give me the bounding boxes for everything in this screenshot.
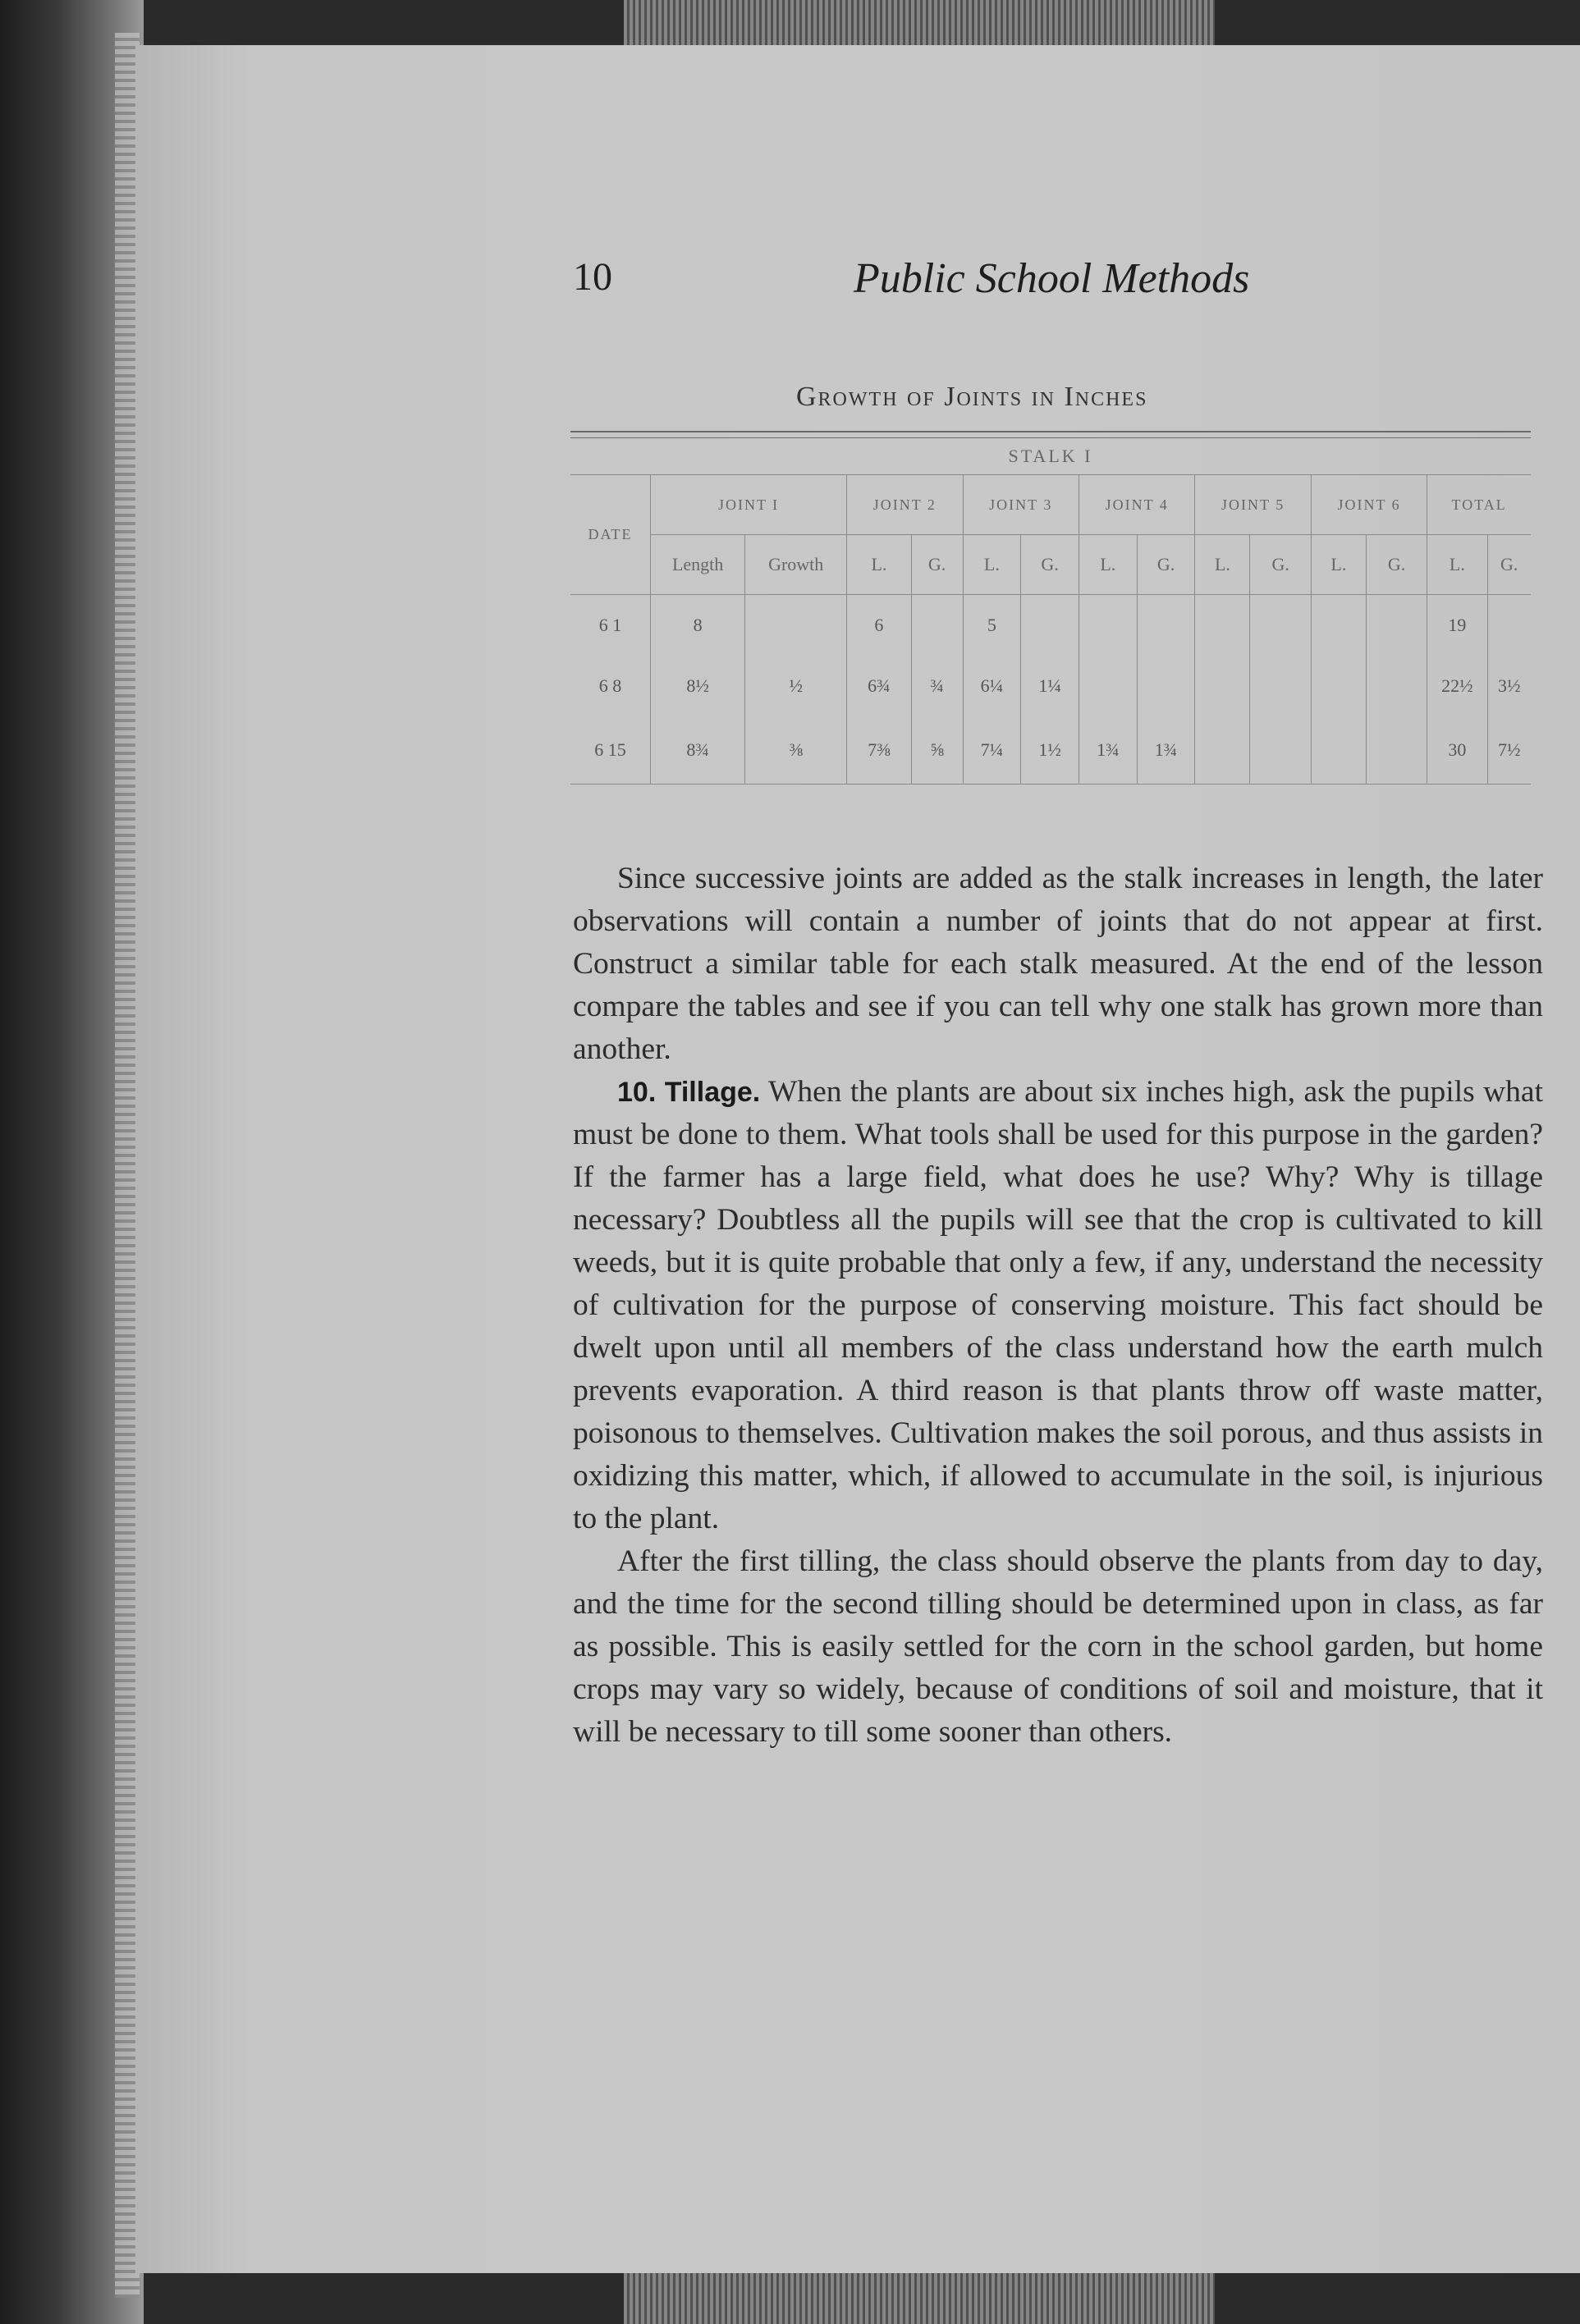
joint-header-row <box>570 475 1531 535</box>
table-cell: ½ <box>745 656 847 716</box>
table-cell <box>1366 656 1427 716</box>
table-cell: 7⅜ <box>847 716 912 785</box>
joint-header: JOINT 6 <box>1311 475 1427 535</box>
page-number: 10 <box>573 255 612 299</box>
table-cell: 8½ <box>651 656 745 716</box>
table-cell: 6¾ <box>847 656 912 716</box>
body-text <box>573 858 1543 1754</box>
date-cell: 6 1 <box>570 595 651 656</box>
table-cell <box>1137 656 1195 716</box>
sub-header: G. <box>1487 535 1531 595</box>
table-cell: 1¾ <box>1137 716 1195 785</box>
table-row <box>570 716 1531 785</box>
table-cell: ¾ <box>911 656 963 716</box>
table-cell <box>1079 595 1137 656</box>
table-cell <box>1195 595 1250 656</box>
joint-header: JOINT 5 <box>1195 475 1311 535</box>
joint-header: JOINT 3 <box>963 475 1079 535</box>
table-cell <box>1311 656 1366 716</box>
book-title: Public School Methods <box>854 255 1250 302</box>
sub-header: G. <box>1250 535 1311 595</box>
date-cell: 6 8 <box>598 675 622 696</box>
sub-header: L. <box>1427 535 1487 595</box>
table-cell: ⅜ <box>745 716 847 785</box>
paragraph-joints: Since successive joints are added as the stalk increases in length, the later observations will contain a number of joints that do not appear at first. Construct a similar table for each stalk measured. At the end of the lesson compare the tables and see if you can tell why one stalk has grown more than another. <box>573 862 1543 1066</box>
table-cell: 22½ <box>1427 656 1487 716</box>
table-row <box>570 656 1531 716</box>
section-heading: 10. Tillage. <box>617 1077 761 1108</box>
table-cell <box>1250 595 1311 656</box>
table-cell: 1¼ <box>1021 656 1079 716</box>
table-cell <box>1079 656 1137 716</box>
table-cell: 6 <box>847 595 912 656</box>
sub-header: Length <box>651 535 745 595</box>
joint-header: TOTAL <box>1427 475 1531 535</box>
table-cell <box>745 595 847 656</box>
sub-header: L. <box>847 535 912 595</box>
table-top-rule <box>570 432 1531 438</box>
table-cell <box>1366 595 1427 656</box>
sub-header: G. <box>1137 535 1195 595</box>
paragraph-tilling: After the first tilling, the class should observe the plants from day to day, and the time for the second tilling should be determined upon in class, as far as possible. This is easily settled for the corn in the school garden, but home crops may vary so widely, because of conditions of soil and moisture, that it will be necessary to till some sooner than others. <box>573 1544 1543 1749</box>
table-cell: 8 <box>651 595 745 656</box>
table-cell: 19 <box>1427 595 1487 656</box>
table-cell: 3½ <box>1487 656 1531 716</box>
sub-header: L. <box>1079 535 1137 595</box>
sub-header: L. <box>963 535 1021 595</box>
table-cell <box>1487 595 1531 656</box>
date-cell: 6 15 <box>570 716 651 785</box>
joint-header: JOINT 2 <box>847 475 963 535</box>
table-cell: 8¾ <box>651 716 745 785</box>
table-cell <box>1021 595 1079 656</box>
table-cell: 7¼ <box>963 716 1021 785</box>
date-header: DATE <box>570 475 651 595</box>
running-head <box>443 254 1543 320</box>
book-page <box>135 45 1580 2273</box>
scan-bottom-edge <box>624 2273 1215 2324</box>
table-title: Growth of Joints in Inches <box>796 382 1148 412</box>
sub-header: L. <box>1311 535 1366 595</box>
tillage-text: When the plants are about six inches high, ask the pupils what must be done to them. What tools shall be used for this purpose in the garden? If the farmer has a large field, what does he use? Why? Why is tillage necessary? Doubtless all the pupils will see that the crop is cultivated to kill weeds, but it is quite probable that only a few, if any, understand the necessity of cultivation for the purpose of conserving moisture. This fact should be dwelt upon until all members of the class understand how the earth mulch prevents evaporation. A third reason is that plants throw off waste matter, poisonous to themselves. Cultivation makes the soil porous, and thus assists in oxidizing this matter, which, if allowed to accumulate in the soil, is injurious to the plant. <box>573 1075 1543 1535</box>
paragraph-tillage <box>573 1071 1543 1540</box>
sub-header: G. <box>1021 535 1079 595</box>
table-cell <box>1250 716 1311 785</box>
table-cell <box>911 595 963 656</box>
sub-header: G. <box>1366 535 1427 595</box>
table-cell: 1½ <box>1021 716 1079 785</box>
table-cell: 5 <box>963 595 1021 656</box>
table-cell <box>1195 716 1250 785</box>
table-cell: 30 <box>1427 716 1487 785</box>
table-cell <box>1311 716 1366 785</box>
joint-header: JOINT 4 <box>1079 475 1194 535</box>
table-cell: ⅝ <box>911 716 963 785</box>
scan-top-edge <box>624 0 1215 45</box>
table-cell <box>1311 595 1366 656</box>
table-cell <box>1195 656 1250 716</box>
table-cell <box>1137 595 1195 656</box>
joint-header: JOINT I <box>651 475 847 535</box>
stalk-label: STALK I <box>570 438 1531 475</box>
sub-header-row <box>570 535 1531 595</box>
table-cell: 1¾ <box>1079 716 1137 785</box>
table-row <box>570 595 1531 656</box>
table-cell <box>1366 716 1427 785</box>
growth-table <box>570 431 1531 785</box>
sub-header: L. <box>1195 535 1250 595</box>
table-cell <box>1250 656 1311 716</box>
sub-header: G. <box>911 535 963 595</box>
sub-header: Growth <box>745 535 847 595</box>
table-cell: 6¼ <box>963 656 1021 716</box>
table-cell: 7½ <box>1487 716 1531 785</box>
